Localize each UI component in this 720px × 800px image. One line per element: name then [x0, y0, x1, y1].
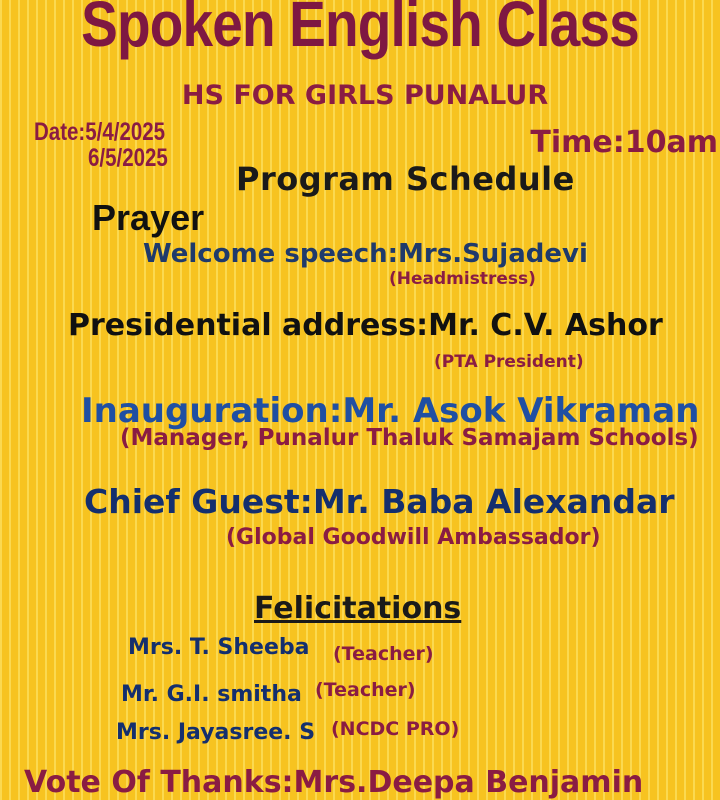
- welcome-role: (Headmistress): [389, 269, 536, 289]
- chief-guest-role: (Global Goodwill Ambassador): [226, 525, 601, 550]
- felicitation-name-2: Mr. G.I. smitha: [121, 682, 302, 707]
- felicitation-name-3: Mrs. Jayasree. S: [116, 720, 316, 745]
- poster-title: Spoken English Class: [81, 0, 639, 60]
- item-welcome-speech: Welcome speech:Mrs.Sujadevi: [143, 239, 588, 269]
- item-inauguration: Inauguration:Mr. Asok Vikraman: [81, 391, 700, 431]
- event-time: Time:10am: [530, 125, 718, 160]
- item-vote-of-thanks: Vote Of Thanks:Mrs.Deepa Benjamin: [24, 765, 644, 800]
- felicitation-role-1: (Teacher): [333, 643, 434, 665]
- item-prayer: Prayer: [92, 197, 205, 238]
- school-name: HS FOR GIRLS PUNALUR: [181, 80, 549, 111]
- felicitations-heading: Felicitations: [254, 591, 462, 626]
- felicitation-name-1: Mrs. T. Sheeba: [128, 635, 310, 660]
- item-presidential-address: Presidential address:Mr. C.V. Ashor: [68, 308, 663, 343]
- date-line-1: Date:5/4/2025: [34, 118, 166, 146]
- inauguration-role: (Manager, Punalur Thaluk Samajam Schools): [120, 425, 699, 451]
- date-line-2: 6/5/2025: [88, 144, 168, 172]
- felicitation-role-2: (Teacher): [315, 679, 416, 701]
- presidential-role: (PTA President): [434, 352, 584, 372]
- item-chief-guest: Chief Guest:Mr. Baba Alexandar: [84, 482, 675, 521]
- program-schedule-heading: Program Schedule: [236, 160, 575, 198]
- felicitation-role-3: (NCDC PRO): [331, 718, 460, 740]
